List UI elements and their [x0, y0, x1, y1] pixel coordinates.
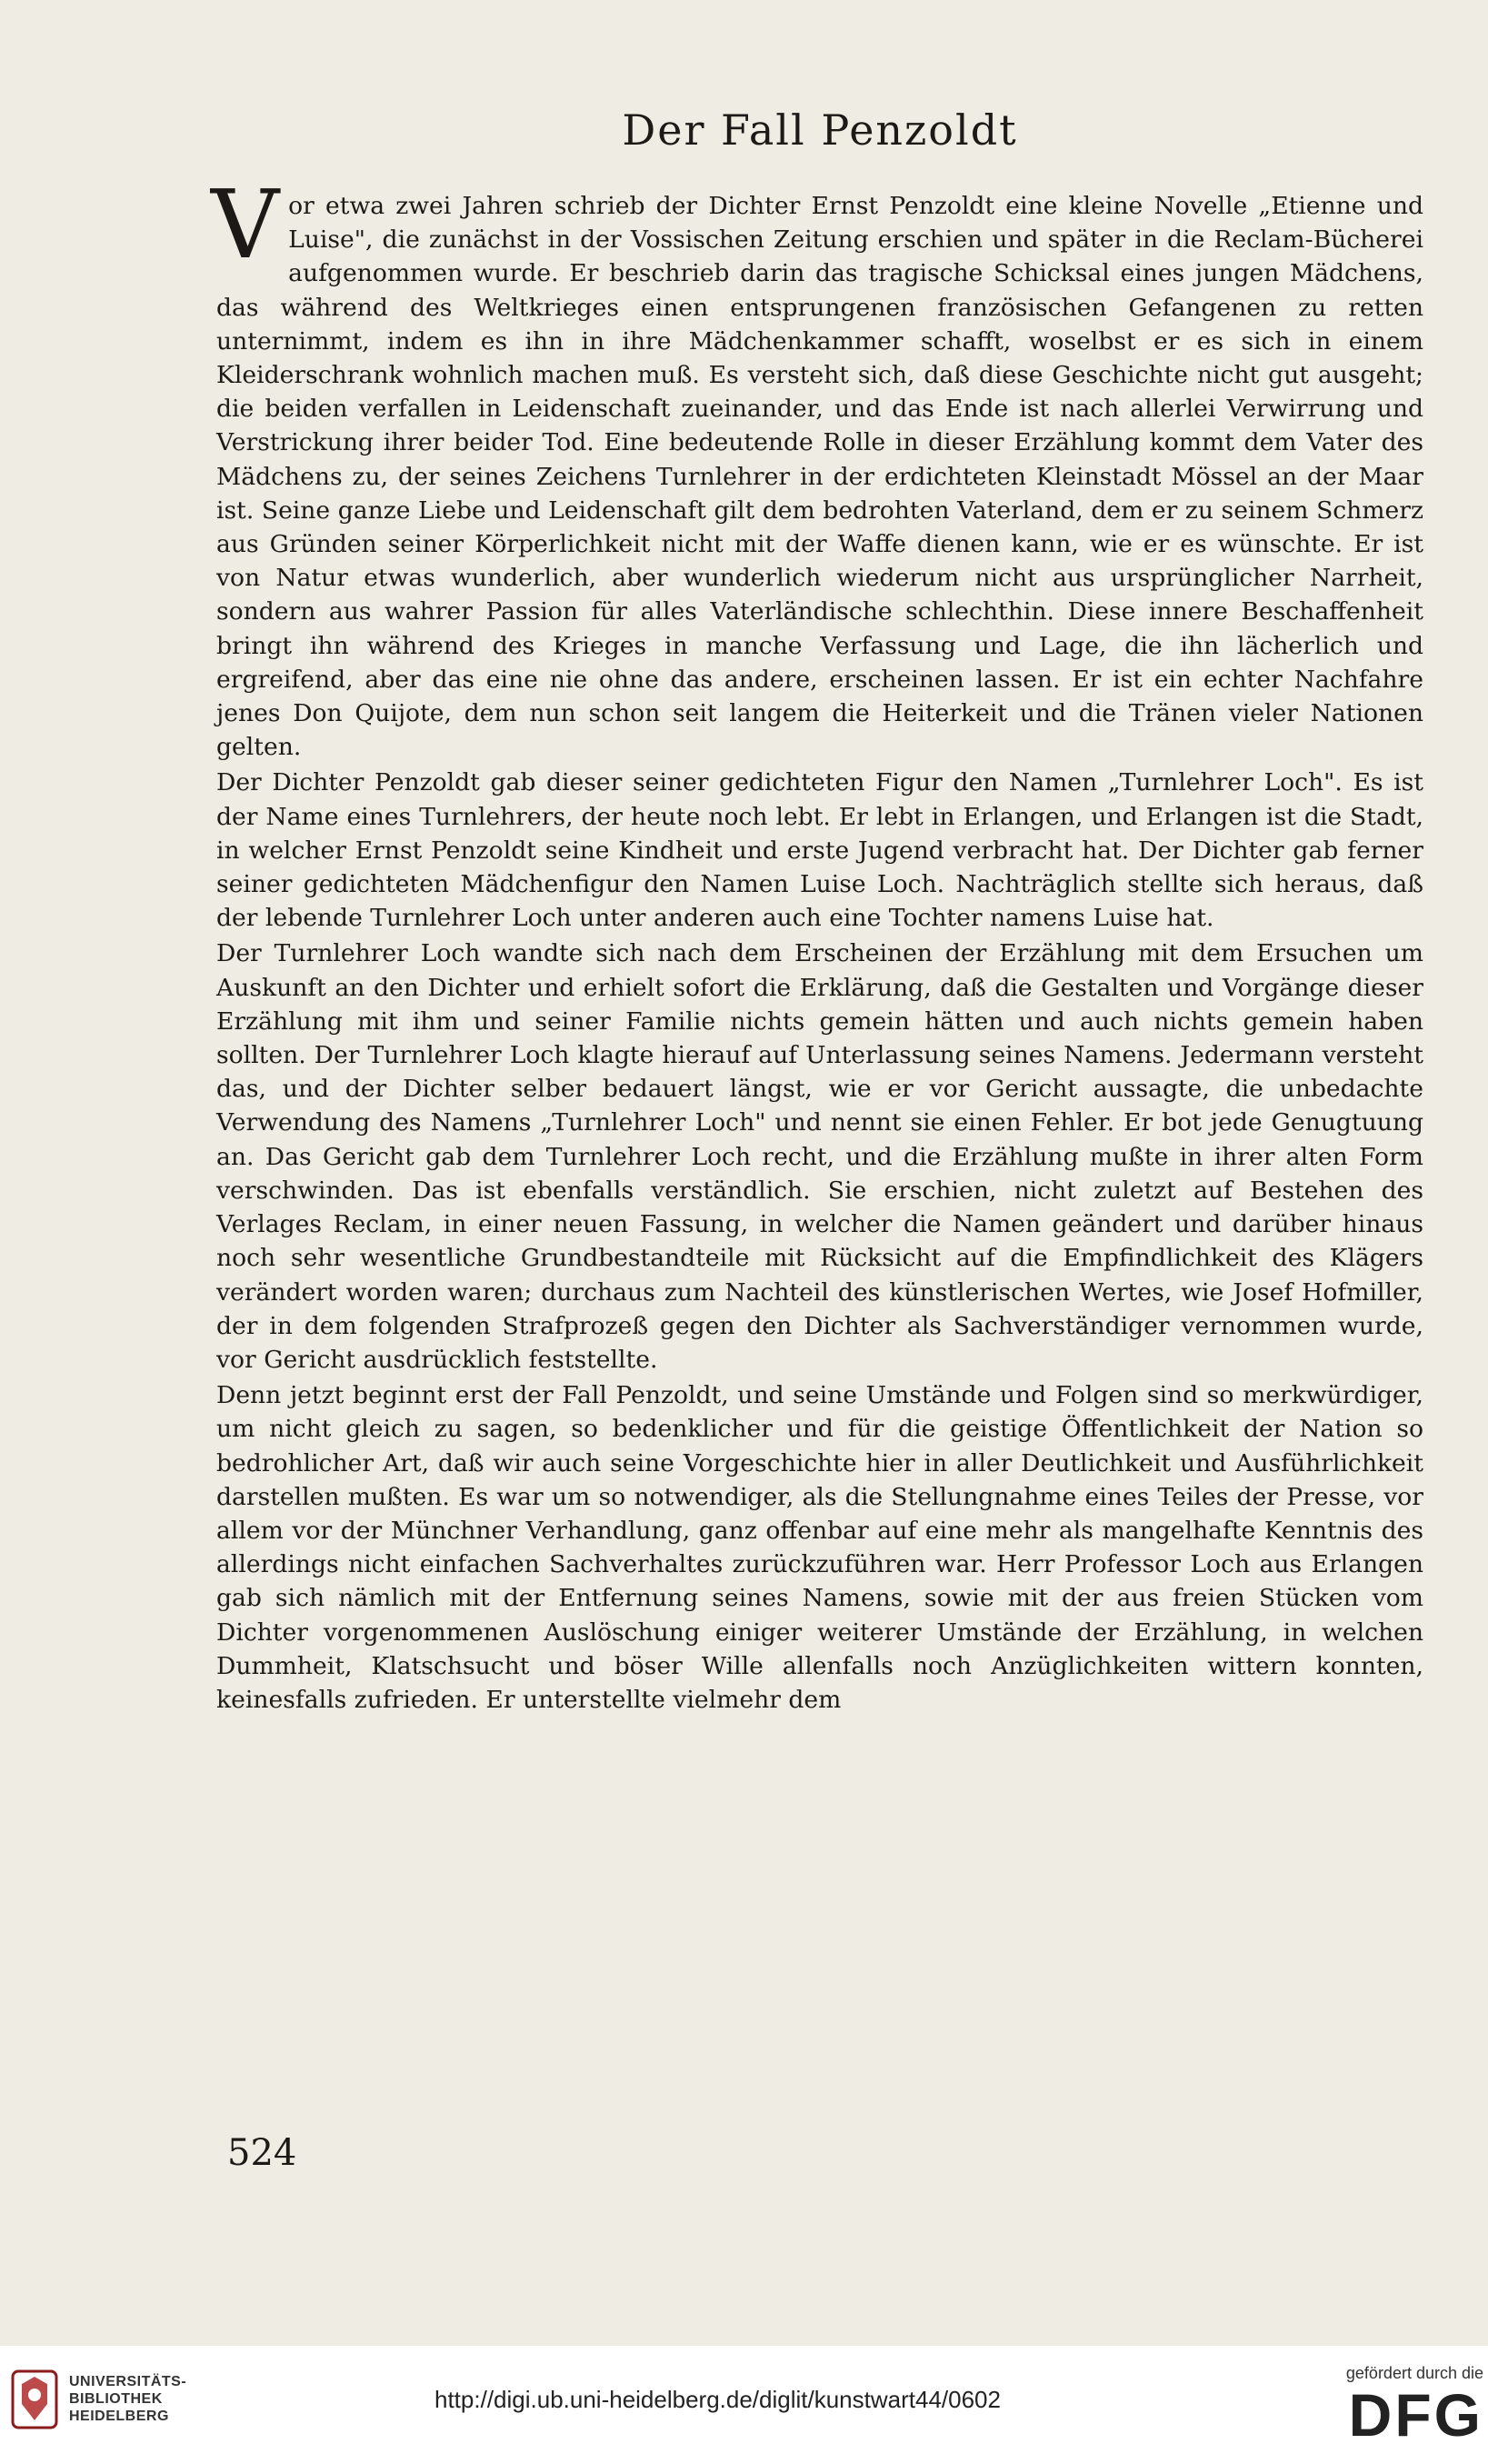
dropcap-initial: V: [211, 169, 280, 280]
paragraph-4: Denn jetzt beginnt erst der Fall Penzoldt, und seine Umstände und Folgen sind so merkwürdiger, um nicht gleich zu sagen, so bedenklicher und für die geistige Öffentlichkeit der Nation so bedrohlicher Art, daß wir auch seine Vorgeschichte hier in aller Deutlichkeit und Ausführlichkeit darstellen mußten. Es war um so notwendiger, als die Stellungnahme eines Teiles der Presse, vor allem vor der Münchner Verhandlung, ganz offenbar auf eine mehr als mangelhafte Kenntnis des allerdings nicht einfachen Sachverhaltes zurückzuführen war. Herr Professor Loch aus Erlangen gab sich nämlich mit der Entfernung seines Namens, sowie mit der aus freien Stücken vom Dichter vorgenommenen Auslöschung einiger weiterer Umstände der Erzählung, in welchen Dummheit, Klatschsucht und böser Wille allenfalls noch Anzüglichkeiten wittern konnten, keinesfalls zufrieden. Er unterstellte vielmehr dem: [216, 1381, 1423, 1714]
institution-name: [69, 2373, 186, 2425]
footer-bar: [0, 2346, 1488, 2464]
paragraph-3: Der Turnlehrer Loch wandte sich nach dem Erscheinen der Erzählung mit dem Ersuchen um Auskunft an den Dichter und erhielt sofort die Erklärung, daß die Gestalten und Vorgänge dieser Erzählung mit ihm und seiner Familie nichts gemein hätten und auch nichts gemein haben sollten. Der Turnlehrer Loch klagte hierauf auf Unterlassung seines Namens. Jedermann versteht das, und der Dichter selber bedauert längst, wie er vor Gericht aussagte, die unbedachte Verwendung des Namens „Turnlehrer Loch" und nennt sie einen Fehler. Er bot jede Genugtuung an. Das Gericht gab dem Turnlehrer Loch recht, und die Erzählung mußte in ihrer alten Form verschwinden. Das ist ebenfalls verständlich. Sie erschien, nicht zuletzt auf Bestehen des Verlages Reclam, in einer neuen Fassung, in welcher die Namen geändert und darüber hinaus noch sehr wesentliche Grundbestandteile mit Rücksicht auf die Empfindlichkeit des Klägers verändert worden waren; durchaus zum Nachteil des künstlerischen Wertes, wie Josef Hofmiller, der in dem folgenden Strafprozeß gegen den Dichter als Sachverständiger vernommen wurde, vor Gericht ausdrücklich feststellte.: [216, 939, 1423, 1374]
page-number: 524: [227, 2132, 297, 2174]
funded-by-label: gefördert durch die: [1345, 2364, 1483, 2382]
university-seal-icon: [9, 2368, 60, 2431]
institution-line-1: UNIVERSITÄTS-: [69, 2374, 187, 2389]
paragraph-1: [211, 169, 1423, 764]
page-body: [211, 82, 1423, 1718]
source-url-link[interactable]: http://digi.ub.uni-heidelberg.de/diglit/kunstwart44/0602: [434, 2386, 1001, 2413]
dfg-logo: DFG: [1348, 2381, 1483, 2449]
institution-line-2: BIBLIOTHEK: [69, 2391, 163, 2407]
funder-block: [1274, 2364, 1483, 2447]
paragraph-1-text: or etwa zwei Jahren schrieb der Dichter Ernst Penzoldt eine kleine Novelle „Etienne und Luise", die zunächst in der Vossischen Zeitung erschien und später in die Reclam-Bücherei aufgenommen wurde. Er beschrieb darin das tragische Schicksal eines jungen Mädchens, das während des Weltkrieges einen entsprungenen französischen Gefangenen zu retten unternimmt, indem es ihn in ihre Mädchenkammer schafft, woselbst er es sich in einem Kleiderschrank wohnlich machen muß. Es versteht sich, daß diese Geschichte nicht gut ausgeht; die beiden verfallen in Leidenschaft zueinander, und das Ende ist nach allerlei Verwirrung und Verstrickung ihrer beider Tod. Eine bedeutende Rolle in dieser Erzählung kommt dem Vater des Mädchens zu, der seines Zeichens Turnlehrer in der erdichteten Kleinstadt Mössel an der Maar ist. Seine ganze Liebe und Leidenschaft gilt dem bedrohten Vaterland, dem er zu seinem Schmerz aus Gründen seiner Körperlichkeit nicht mit der Waffe dienen kann, wie er es wünschte. Er ist von Natur etwas wunderlich, aber wunderlich wiederum nicht aus ursprünglicher Narrheit, sondern aus wahrer Passion für alles Vaterländische schlechthin. Diese innere Beschaffenheit bringt ihn während des Krieges in manche Verfassung und Lage, die ihn lächerlich und ergreifend, aber das eine nie ohne das andere, erscheinen lassen. Er ist ein echter Nachfahre jenes Don Quijote, dem nun schon seit langem die Heiterkeit und die Tränen vieler Nationen gelten.: [216, 192, 1423, 762]
page-title: Der Fall Penzoldt: [622, 105, 1018, 155]
institution-line-3: HEIDELBERG: [69, 2409, 169, 2424]
paragraph-2: Der Dichter Penzoldt gab dieser seiner gedichteten Figur den Namen „Turnlehrer Loch". Es ist der Name eines Turnlehrers, der heute noch lebt. Er lebt in Erlangen, und Erlangen ist die Stadt, in welcher Ernst Penzoldt seine Kindheit und erste Jugend verbracht hat. Der Dichter gab ferner seiner gedichteten Mädchenfigur den Namen Luise Loch. Nachträglich stellte sich heraus, daß der lebende Turnlehrer Loch unter anderen auch eine Tochter namens Luise hat.: [216, 768, 1423, 933]
